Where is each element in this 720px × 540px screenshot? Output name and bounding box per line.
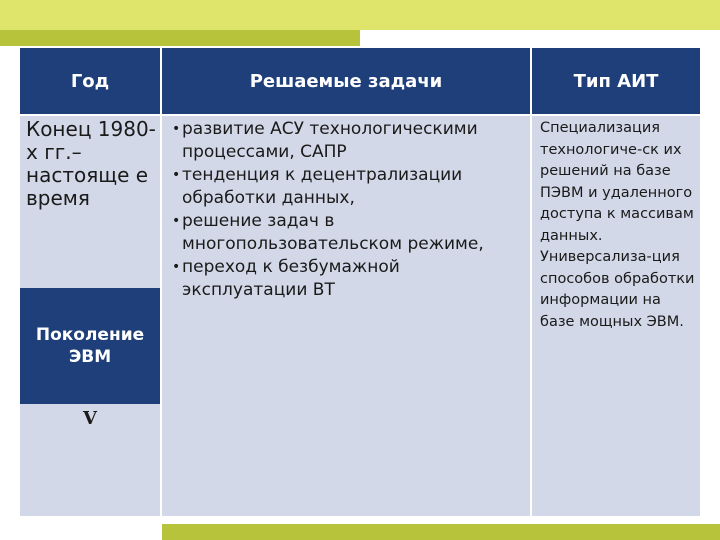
column-divider: [160, 48, 162, 516]
task-item: • развитие АСУ технологическими процессами, САПР: [174, 118, 530, 164]
tasks-cell: [162, 116, 530, 516]
generation-label-box: [20, 288, 160, 404]
top-accent-band: [0, 0, 720, 30]
column-divider: [530, 48, 532, 516]
ait-type-cell: [532, 116, 700, 516]
tasks-list: [174, 118, 530, 302]
header-tasks: [162, 48, 530, 114]
generation-number: V: [83, 408, 97, 429]
header-year: [20, 48, 160, 114]
ait-type-text: Специализация технологиче-ск их решений на базе ПЭВМ и удаленного доступа к массивам данных. Универсализа-ция способов обработки информации на базе мощных ЭВМ.: [540, 120, 695, 330]
top-accent-strip: [0, 30, 360, 46]
header-ait-type-label: Тип АИТ: [573, 70, 659, 92]
generation-label: Поколение ЭВМ: [35, 325, 145, 367]
task-item: • решение задач в многопользовательском режиме,: [174, 210, 530, 256]
generation-table: [20, 48, 700, 516]
header-year-label: Год: [70, 70, 110, 92]
task-item: • тенденция к децентрализации обработки данных,: [174, 164, 530, 210]
bottom-accent-strip: [162, 524, 720, 540]
header-tasks-label: Решаемые задачи: [249, 70, 443, 92]
header-ait-type: [532, 48, 700, 114]
year-period-text: Конец 1980-х гг.– настояще е время: [26, 117, 156, 210]
task-item: • переход к безбумажной эксплуатации ВТ: [174, 256, 530, 302]
year-cell: [20, 116, 160, 516]
